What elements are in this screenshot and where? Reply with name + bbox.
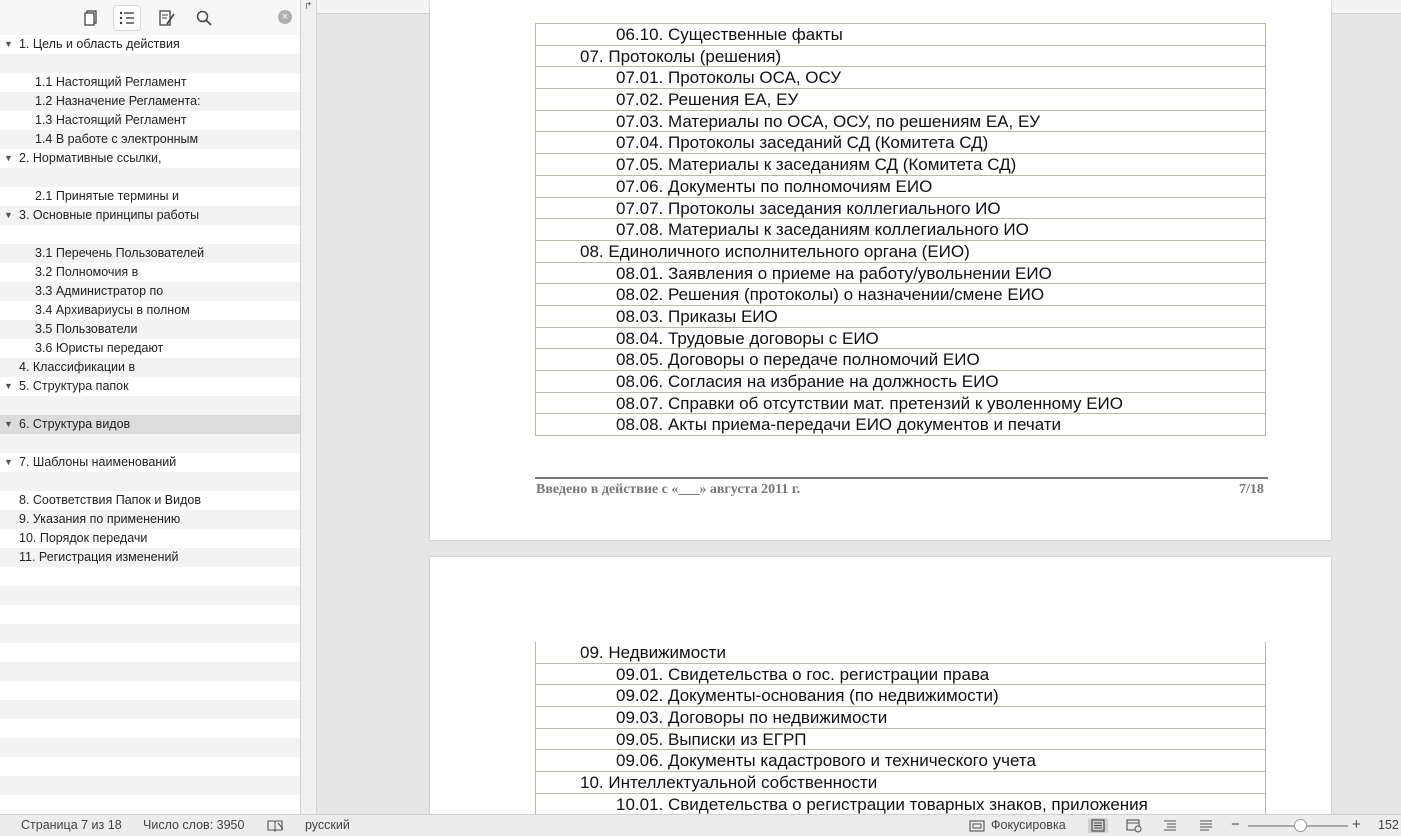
outline-empty-row [0, 700, 300, 719]
outline-item[interactable] [0, 130, 300, 149]
table-section-row[interactable] [536, 46, 1265, 68]
outline-item-label: 3.4 Архивариусы в полном [35, 303, 190, 317]
footer-page-number: 7/18 [1239, 482, 1264, 497]
outline-empty-row [0, 605, 300, 624]
document-table [535, 642, 1266, 814]
table-row[interactable] [536, 67, 1265, 89]
outline-empty-row [0, 776, 300, 795]
outline-empty-row [0, 757, 300, 776]
outline-item-label: 1. Цель и область действия [19, 37, 180, 51]
table-row[interactable] [536, 750, 1265, 772]
table-row[interactable] [536, 111, 1265, 133]
table-cell-text: 07.03. Материалы по ОСА, ОСУ, по решениям ЕА, ЕУ [616, 111, 1041, 131]
status-bar [0, 814, 1401, 836]
table-row[interactable] [536, 154, 1265, 176]
table-cell-text: 08.01. Заявления о приеме на работу/увольнении ЕИО [616, 263, 1052, 283]
outline-item-label: 3. Основные принципы работы [19, 208, 200, 222]
expand-triangle-icon[interactable]: ▼ [4, 457, 13, 467]
navigation-pane-toolbar [0, 0, 300, 36]
outline-empty-row [0, 567, 300, 586]
table-row[interactable] [536, 132, 1265, 154]
outline-item-label: 2.1 Принятые термины и [35, 189, 179, 203]
language-indicator[interactable]: русский [305, 818, 350, 832]
ruler-corner-icon: ↱ [304, 1, 313, 12]
table-cell-text: 08.08. Акты приема-передачи ЕИО документов и печати [616, 415, 1062, 435]
document-area [301, 0, 1401, 814]
outline-item[interactable] [0, 35, 300, 54]
footer-effective-date: Введено в действие с «___» августа 2011 г. [536, 482, 801, 497]
table-section-row[interactable] [536, 241, 1265, 263]
table-row[interactable] [536, 794, 1265, 814]
outline-tab-icon[interactable] [113, 5, 141, 31]
zoom-level[interactable]: 152 [1378, 818, 1399, 832]
outline-item[interactable] [0, 282, 300, 301]
search-icon[interactable] [190, 5, 218, 31]
table-row[interactable] [536, 284, 1265, 306]
outline-item[interactable] [0, 548, 300, 567]
outline-empty-row [0, 396, 300, 415]
table-row[interactable] [536, 371, 1265, 393]
table-cell-text: 07.01. Протоколы ОСА, ОСУ [616, 68, 842, 88]
outline-empty-row [0, 54, 300, 73]
zoom-out-button[interactable]: − [1231, 816, 1240, 833]
table-row[interactable] [536, 219, 1265, 241]
outline-item-label: 8. Соответствия Папок и Видов [19, 493, 202, 507]
word-count[interactable]: Число слов: 3950 [143, 818, 245, 832]
thumbnails-tab-icon[interactable] [77, 5, 105, 31]
outline-empty-row [0, 681, 300, 700]
table-cell-text: 09.01. Свидетельства о гос. регистрации права [616, 664, 990, 684]
outline-empty-row [0, 719, 300, 738]
expand-triangle-icon[interactable]: ▼ [4, 381, 13, 391]
navigation-pane [0, 0, 301, 814]
document-outline [0, 35, 300, 814]
table-cell-text: 08.04. Трудовые договоры с ЕИО [616, 328, 879, 348]
expand-triangle-icon[interactable]: ▼ [4, 419, 13, 429]
outline-item[interactable] [0, 92, 300, 111]
table-cell-text: 08.03. Приказы ЕИО [616, 306, 778, 326]
table-cell-text: 07.06. Документы по полномочиям ЕИО [616, 176, 933, 196]
outline-empty-row [0, 795, 300, 814]
expand-triangle-icon[interactable]: ▼ [4, 153, 13, 163]
table-row[interactable] [536, 393, 1265, 415]
table-row[interactable] [536, 685, 1265, 707]
page-7 [430, 0, 1331, 540]
table-row[interactable] [536, 198, 1265, 220]
web-layout-view-icon[interactable] [1125, 818, 1143, 833]
outline-item[interactable] [0, 377, 300, 396]
outline-item[interactable] [0, 206, 300, 225]
outline-item[interactable] [0, 320, 300, 339]
table-cell-text: 08.02. Решения (протоколы) о назначении/смене ЕИО [616, 285, 1045, 305]
outline-item-label: 3.5 Пользователи [35, 322, 138, 336]
outline-empty-row [0, 225, 300, 244]
outline-item[interactable] [0, 149, 300, 168]
outline-item-label: 3.3 Администратор по [35, 284, 164, 298]
outline-item[interactable] [0, 415, 300, 434]
outline-item-label: 3.6 Юристы передают [35, 341, 164, 355]
vertical-ruler [301, 0, 317, 814]
table-cell-text: 10.01. Свидетельства о регистрации товарных знаков, приложения [616, 794, 1148, 814]
footer-rule [535, 477, 1268, 479]
table-cell-text: 07.08. Материалы к заседаниям коллегиального ИО [616, 220, 1029, 240]
outline-item-label: 11. Регистрация изменений [19, 550, 179, 564]
table-cell-text: 09.03. Договоры по недвижимости [616, 708, 888, 728]
outline-empty-row [0, 168, 300, 187]
outline-empty-row [0, 643, 300, 662]
outline-item-label: 4. Классификации в [19, 360, 136, 374]
table-row[interactable] [536, 263, 1265, 285]
outline-item-label: 1.1 Настоящий Регламент [35, 75, 187, 89]
outline-item[interactable] [0, 263, 300, 282]
page-count[interactable]: Страница 7 из 18 [21, 818, 122, 832]
table-row[interactable] [536, 89, 1265, 111]
table-section-row[interactable] [536, 772, 1265, 794]
table-row[interactable] [536, 306, 1265, 328]
outline-item-label: 6. Структура видов [19, 417, 131, 431]
outline-item-label: 3.2 Полномочия в [35, 265, 139, 279]
table-section-row[interactable] [536, 642, 1265, 664]
outline-item-label: 2. Нормативные ссылки, [19, 151, 162, 165]
table-row[interactable] [536, 176, 1265, 198]
table-cell-text: 06.10. Существенные факты [616, 25, 843, 44]
proofing-book-icon[interactable] [266, 818, 284, 833]
table-cell-text: 07.07. Протоколы заседания коллегиального ИО [616, 198, 1001, 218]
table-row[interactable] [536, 729, 1265, 751]
print-layout-view-icon[interactable] [1088, 818, 1108, 833]
outline-item-label: 9. Указания по применению [19, 512, 181, 526]
outline-item[interactable] [0, 187, 300, 206]
table-cell-text: 07.02. Решения ЕА, ЕУ [616, 90, 799, 110]
table-cell-text: 08.06. Согласия на избрание на должность ЕИО [616, 372, 999, 391]
outline-item[interactable] [0, 358, 300, 377]
outline-item-label: 5. Структура папок [19, 379, 129, 393]
table-cell-text: 08. Единоличного исполнительного органа (ЕИО) [580, 241, 970, 261]
zoom-slider-thumb[interactable] [1294, 819, 1307, 832]
outline-empty-row [0, 586, 300, 605]
review-changes-tab-icon[interactable] [153, 5, 181, 31]
expand-triangle-icon[interactable]: ▼ [4, 210, 13, 220]
table-cell-text: 08.05. Договоры о передаче полномочий ЕИО [616, 350, 980, 370]
outline-item[interactable] [0, 111, 300, 130]
outline-item-label: 3.1 Перечень Пользователей [35, 246, 205, 260]
outline-view-icon[interactable] [1161, 818, 1179, 833]
outline-item[interactable] [0, 529, 300, 548]
table-cell-text: 07.04. Протоколы заседаний СД (Комитета СД) [616, 133, 989, 153]
outline-empty-row [0, 624, 300, 643]
outline-empty-row [0, 738, 300, 757]
outline-empty-row [0, 662, 300, 681]
outline-item-label: 1.2 Назначение Регламента: [35, 94, 201, 108]
table-row[interactable] [536, 349, 1265, 371]
table-cell-text: 09. Недвижимости [580, 643, 726, 662]
table-cell-text: 07.05. Материалы к заседаниям СД (Комитета СД) [616, 155, 1017, 175]
outline-item[interactable] [0, 491, 300, 510]
outline-item[interactable] [0, 244, 300, 263]
draft-view-icon[interactable] [1197, 818, 1215, 833]
close-icon[interactable]: × [278, 10, 292, 24]
table-row[interactable] [536, 328, 1265, 350]
outline-item[interactable] [0, 453, 300, 472]
focus-mode-icon[interactable] [969, 818, 987, 833]
outline-empty-row [0, 472, 300, 491]
outline-item[interactable] [0, 73, 300, 92]
outline-item-label: 1.4 В работе с электронным [35, 132, 199, 146]
table-cell-text: 10. Интеллектуальной собственности [580, 773, 878, 793]
focus-mode-label[interactable]: Фокусировка [991, 818, 1066, 832]
table-cell-text: 08.07. Справки об отсутствии мат. претензий к уволенному ЕИО [616, 393, 1123, 413]
table-row[interactable] [536, 24, 1265, 46]
document-table [535, 23, 1266, 436]
outline-item-label: 1.3 Настоящий Регламент [35, 113, 187, 127]
page-8 [430, 557, 1331, 814]
outline-item[interactable] [0, 510, 300, 529]
outline-item-label: 10. Порядок передачи [19, 531, 148, 545]
zoom-in-button[interactable]: + [1352, 816, 1361, 833]
outline-item-label: 7. Шаблоны наименований [19, 455, 177, 469]
expand-triangle-icon[interactable]: ▼ [4, 39, 13, 49]
table-row[interactable] [536, 707, 1265, 729]
table-cell-text: 09.02. Документы-основания (по недвижимости) [616, 686, 999, 706]
table-cell-text: 09.06. Документы кадастрового и технического учета [616, 751, 1036, 771]
table-cell-text: 09.05. Выписки из ЕГРП [616, 729, 807, 749]
outline-item[interactable] [0, 339, 300, 358]
outline-item[interactable] [0, 301, 300, 320]
outline-empty-row [0, 434, 300, 453]
table-row[interactable] [536, 414, 1265, 436]
table-cell-text: 07. Протоколы (решения) [580, 46, 782, 66]
table-row[interactable] [536, 664, 1265, 686]
